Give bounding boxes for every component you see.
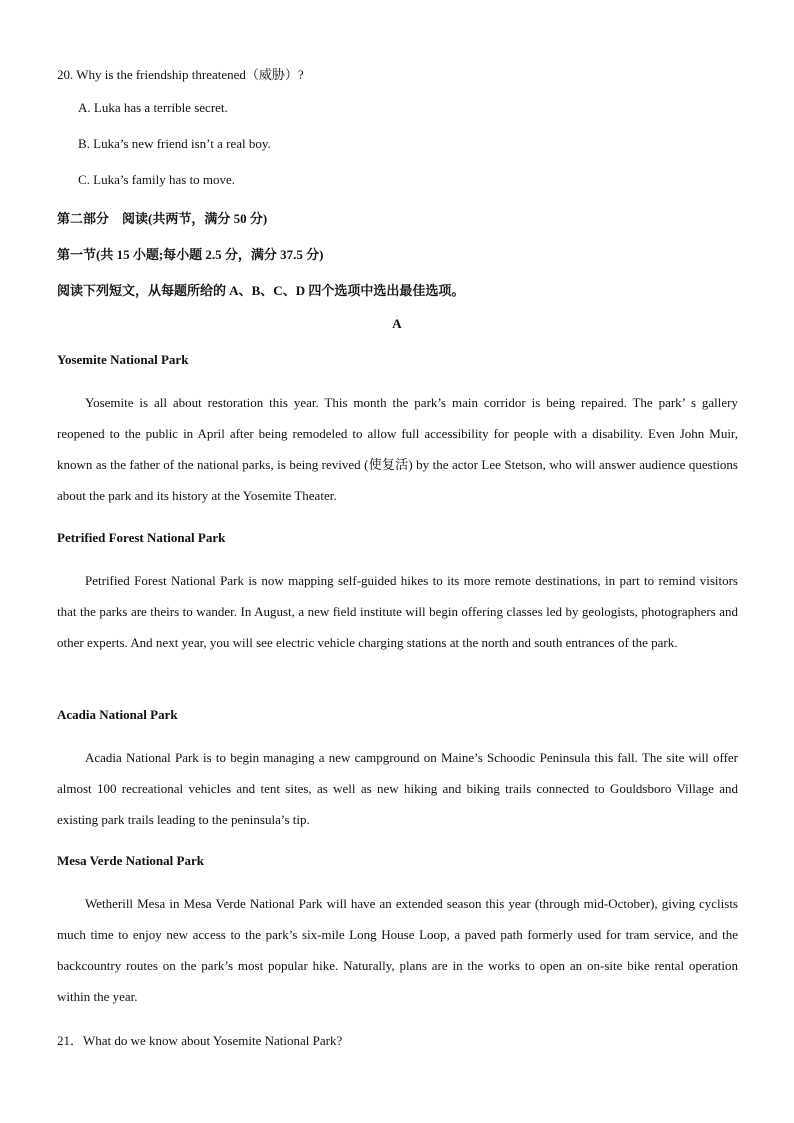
park-paragraph-petrified-forest: Petrified Forest National Park is now mapping self-guided hikes to its more remote destinations, in part to remind visitors that the parks are theirs to wander. In August, a new field institute will begin offering classes led by geologists, photographers and other experts. And next year, you will see electric vehicle charging stations at the north and south entrances of the park.	[57, 573, 738, 650]
park-heading-yosemite: Yosemite National Park	[57, 352, 189, 367]
passage-label: A	[392, 316, 402, 331]
section-one-title: 第一节(共 15 小题;每小题 2.5 分，满分 37.5 分)	[57, 247, 324, 262]
part-two-title: 第二部分 阅读(共两节，满分 50 分)	[57, 211, 268, 226]
question-20-option-c: C. Luka’s family has to move.	[78, 172, 236, 187]
park-paragraph-yosemite: Yosemite is all about restoration this year. This month the park’s main corridor is being repaired. The park’ s gallery reopened to the public in April after being remodeled to allow full accessibility for people with a disability. Even John Muir, known as the father of the national parks, is being revived (使复活) by the actor Lee Stetson, who will answer audience questions about the park and its history at the Yosemite Theater.	[57, 395, 738, 503]
question-20-option-a: A. Luka has a terrible secret.	[78, 100, 228, 115]
park-paragraph-mesa-verde: Wetherill Mesa in Mesa Verde National Park will have an extended season this year (through mid-October), giving cyclists much time to enjoy new access to the park’s six-mile Long House Loop, a paved path formerly used for tram service, and the backcountry routes on the park’s most popular hike. Naturally, plans are in the works to open an on-site bike rental operation within the year.	[57, 896, 738, 1004]
question-21-stem: 21．What do we know about Yosemite National Park?	[57, 1033, 343, 1048]
reading-instruction: 阅读下列短文，从每题所给的 A、B、C、D 四个选项中选出最佳选项。	[57, 283, 465, 298]
question-20-stem: 20. Why is the friendship threatened（威胁）?	[57, 67, 304, 82]
question-20-option-b: B. Luka’s new friend isn’t a real boy.	[78, 136, 271, 151]
park-heading-mesa-verde: Mesa Verde National Park	[57, 853, 204, 868]
park-paragraph-acadia: Acadia National Park is to begin managing a new campground on Maine’s Schoodic Peninsula this fall. The site will offer almost 100 recreational vehicles and tent sites, as well as new hiking and biking trails connected to Gouldsboro Village and existing park trails leading to the peninsula’s tip.	[57, 750, 738, 827]
park-heading-acadia: Acadia National Park	[57, 707, 178, 722]
park-heading-petrified-forest: Petrified Forest National Park	[57, 530, 226, 545]
